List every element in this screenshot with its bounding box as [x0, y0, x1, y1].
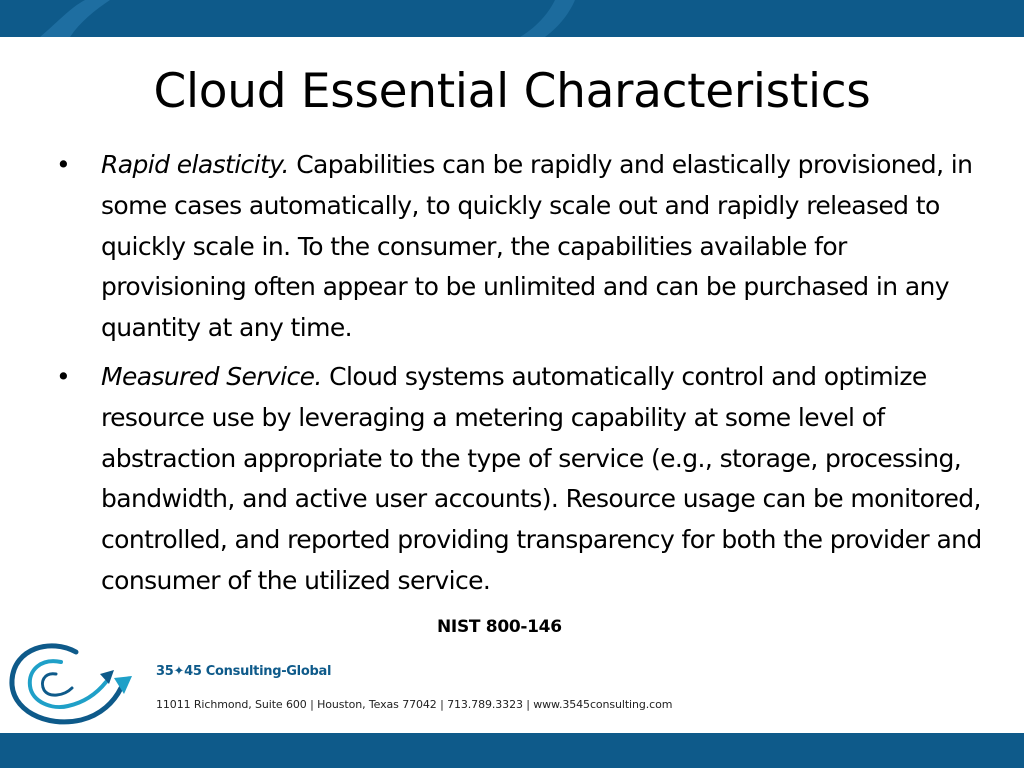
- bullet-dot: •: [56, 150, 71, 179]
- bullet-text: Capabilities can be rapidly and elastically provisioned, in some cases automatically, to quickly scale out and rapidly released to quickly scale in. To the consumer, the capabilities available for provisioning often appear to be unlimited and can be purchased in any quantity at any time.: [101, 150, 973, 343]
- company-name: 35✦45 Consulting-Global: [156, 664, 332, 679]
- bullet-term: Measured Service.: [101, 361, 322, 391]
- bullet-term: Rapid elasticity.: [101, 150, 289, 179]
- source-citation: NIST 800-146: [437, 617, 562, 637]
- bullet-rapid-elasticity: [56, 145, 986, 349]
- company-address: 11011 Richmond, Suite 600 | Houston, Texas 77042 | 713.789.3323 | www.3545consulting.com: [156, 698, 673, 711]
- header-band: [0, 0, 1024, 37]
- slide-title: Cloud Essential Characteristics: [153, 64, 871, 119]
- bullet-list: [56, 145, 986, 610]
- bullet-text: Cloud systems automatically control and optimize resource use by leveraging a metering capability at some level of abstraction appropriate to the type of service (e.g., storage, processing, bandwidth, and active user accounts). Resource usage can be monitored, controlled, and reported providing transparency for both the provider and consumer of the utilized service.: [101, 361, 982, 595]
- bullet-dot: •: [56, 361, 71, 391]
- footer-band: [0, 733, 1024, 768]
- bullet-measured-service: [56, 357, 986, 602]
- swirl-arrow-icon: [6, 640, 136, 734]
- header-band-swoosh: [0, 0, 1024, 37]
